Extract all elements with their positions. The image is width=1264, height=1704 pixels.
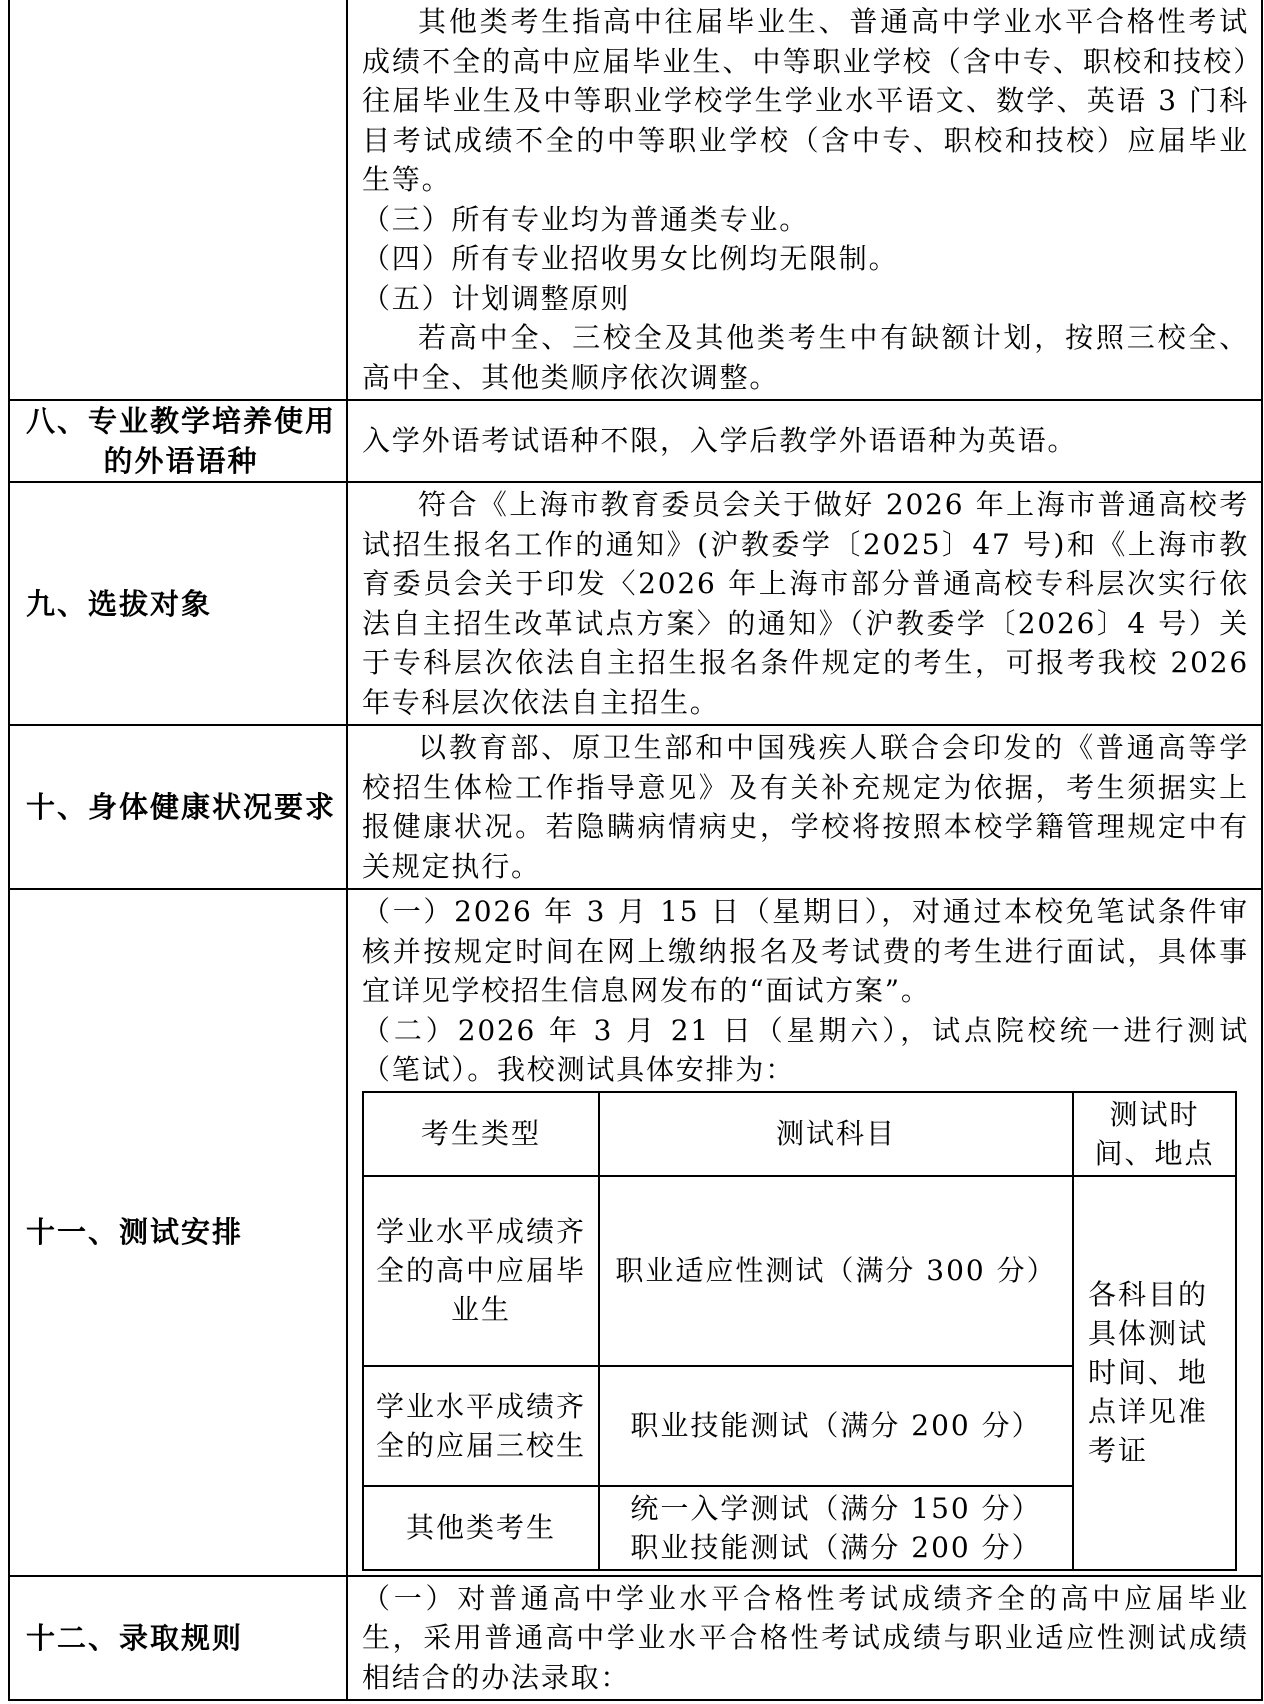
paragraph: （一）2026 年 3 月 15 日（星期日），对通过本校免笔试条件审核并按规定时间在网上缴纳报名及考试费的考生进行面试，具体事宜详见学校招生信息网发布的“面试方案”。 (362, 895, 1249, 1007)
candidate-type-cell: 学业水平成绩齐全的应届三校生 (363, 1366, 599, 1486)
test-subject-line: 统一入学测试（满分 150 分） (630, 1491, 1042, 1525)
test-schedule-table (362, 1091, 1237, 1571)
paragraph: （一）对普通高中学业水平合格性考试成绩齐全的高中应届毕业生，采用普通高中学业水平合格性考试成绩与职业适应性测试成绩相结合的办法录取： (362, 1581, 1249, 1694)
paragraph: 入学外语考试语种不限，入学后教学外语语种为英语。 (362, 424, 1078, 458)
paragraph: （四）所有专业招收男女比例均无限制。 (362, 242, 899, 275)
paragraph: （三）所有专业均为普通类专业。 (362, 202, 810, 236)
row-label-empty (9, 0, 347, 400)
header-cell: 测试时间、地点 (1073, 1092, 1236, 1176)
paragraph: 以教育部、原卫生部和中国残疾人联合会印发的《普通高等学校招生体检工作指导意见》及有关补充规定为依据，考生须据实上报健康状况。若隐瞒病情病史，学校将按照本校学籍管理规定中有关规定执行。 (362, 731, 1249, 883)
paragraph: 若高中全、三校全及其他类考生中有缺额计划，按照三校全、高中全、其他类顺序依次调整。 (362, 321, 1249, 394)
row-label: 八、专业教学培养使用的外语语种 (9, 400, 347, 482)
header-cell: 考生类型 (363, 1092, 599, 1176)
row-foreign-language (9, 400, 1262, 482)
test-table-header-row (363, 1092, 1236, 1176)
candidate-type-cell: 学业水平成绩齐全的高中应届毕业生 (363, 1176, 599, 1366)
test-subject-cell: 职业技能测试（满分 200 分） (599, 1366, 1073, 1486)
row-label: 十二、录取规则 (9, 1576, 347, 1701)
test-time-place-cell: 各科目的具体测试时间、地点详见准考证 (1073, 1176, 1236, 1570)
row-label: 九、选拔对象 (9, 482, 347, 725)
test-subject-line: 职业技能测试（满分 200 分） (630, 1530, 1042, 1564)
header-cell: 测试科目 (599, 1092, 1073, 1176)
admission-regulation-table (8, 0, 1263, 1701)
test-table-row (363, 1176, 1236, 1366)
row-content (347, 889, 1262, 1576)
row-content (347, 725, 1262, 889)
row-admission-rules (9, 1576, 1262, 1701)
paragraph: 其他类考生指高中往届毕业生、普通高中学业水平合格性考试成绩不全的高中应届毕业生、中等职业学校（含中专、职校和技校）往届毕业生及中等职业学校学生学业水平语文、数学、英语 3 门科目考试成绩不全的中等职业学校（含中专、职校和技校）应届毕业生等。 (362, 5, 1249, 196)
paragraph: （五）计划调整原则 (362, 281, 631, 315)
row-test-arrangement (9, 889, 1262, 1576)
row-label: 十一、测试安排 (9, 889, 347, 1576)
row-content (347, 0, 1262, 400)
row-health-requirement (9, 725, 1262, 889)
paragraph: 符合《上海市教育委员会关于做好 2026 年上海市普通高校考试招生报名工作的通知》(沪教委学〔2025〕47 号)和《上海市教育委员会关于印发〈2026 年上海市部分普通高校专科层次实行依法自主招生改革试点方案〉的通知》（沪教委学〔2026〕4 号）关于专科层次依法自主招生报名条件规定的考生，可报考我校 2026 年专科层次依法自主招生。 (362, 488, 1249, 719)
candidate-type-cell: 其他类考生 (363, 1486, 599, 1570)
row-label: 十、身体健康状况要求 (9, 725, 347, 889)
paragraph: （二）2026 年 3 月 21 日（星期六），试点院校统一进行测试（笔试）。我校测试具体安排为： (362, 1013, 1249, 1086)
row-content (347, 1576, 1262, 1701)
test-subject-cell: 职业适应性测试（满分 300 分） (599, 1176, 1073, 1366)
test-subject-cell (599, 1486, 1073, 1570)
row-content (347, 400, 1262, 482)
row-selection-target (9, 482, 1262, 725)
row-content (347, 482, 1262, 725)
row-continuation (9, 0, 1262, 400)
